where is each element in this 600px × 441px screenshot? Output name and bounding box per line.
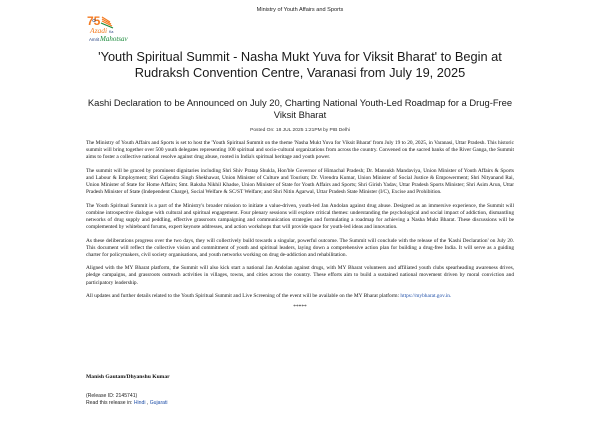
paragraph: The Ministry of Youth Affairs and Sports is set to host the 'Youth Spiritual Summit on the theme 'Nasha Mukt Yuva for Viksit Bharat' from July 19 to 20, 2025, in Varanasi, Uttar Pradesh. This historic summit will bring together over 500 youth delegates representing 100 spiritual and socio-cultural organizations from across the country. Convened on the sacred banks of the River Ganga, the Summit aims to foster a collective national resolve against drug abuse, rooted in India's spiritual heritage and youth power. (86, 140, 514, 161)
updates-text: All updates and further details related to the Youth Spiritual Summit and Live Screening of the event will be available on the MY Bharat platform: (86, 293, 400, 300)
amrit-mahotsav-logo-graphic (86, 14, 132, 48)
posted-date: Posted On: 18 JUL 2025 1:21PM by PIB Delhi (250, 128, 350, 133)
mybharat-portal-link[interactable]: https://mybharat.gov.in. (400, 293, 452, 300)
logo-word-azadi: Azadi (90, 26, 108, 35)
page-subtitle: Kashi Declaration to be Announced on July 20, Charting National Youth-Led Roadmap for a Drug-Free Viksit Bharat (87, 97, 513, 120)
paragraph-updates (86, 293, 514, 300)
paragraph: Aligned with the MY Bharat platform, the Summit will also kick start a national Jan Andolan against drugs, with MY Bharat volunteers and affiliated youth clubs spearheading awareness drives, pledge campaigns, and grassroots outreach activities in villages, towns, and cities across the country. These efforts aim to build a sustained national movement driven by moral conviction and participatory leadership. (86, 265, 514, 286)
azadi-ka-amrit-mahotsav-logo (86, 14, 132, 48)
ministry-name: Ministry of Youth Affairs and Sports (256, 7, 344, 13)
author-signoff: Manish Gautam/Dhyanshu Kumar (86, 374, 170, 380)
separator-stars: ***** (293, 303, 307, 310)
language-link-hindi[interactable]: Hindi (133, 400, 146, 406)
logo-word-mahotsav: Mahotsav (100, 35, 128, 43)
language-separator: , (145, 400, 150, 406)
read-in-label: Read this release in: (86, 400, 133, 406)
release-id: (Release ID: 2145741) (86, 393, 138, 399)
paragraph: As these deliberations progress over the two days, they will collectively build towards a singular, powerful outcome. The Summit will conclude with the release of the 'Kashi Declaration' on July 20. This document will reflect the collective vision and commitment of youth and spiritual leaders, laying down a comprehensive action plan for building a drug-free India. It will serve as a guiding charter for policymakers, civil society organisations, and youth networks working on drug de-addiction and rehabilitation. (86, 237, 514, 258)
logo-number: 75 (87, 14, 101, 28)
language-link-gujarati[interactable]: Gujarati (149, 400, 168, 406)
paragraph: The Youth Spiritual Summit is a part of the Ministry's broader mission to initiate a value-driven, youth-led Jan Andolan against drug abuse. Designed as an immersive experience, the Summit will combine introspective dialogue with cultural and spiritual engagement. Four plenary sessions will explore critical themes: understanding the psychological and social impact of addiction, dismantling networks of drug supply and peddling, effective grassroots campaigning and communication strategies and formulating a roadmap for achieving a Nasha Mukt Bharat. These discussions will be complemented by whiteboard forums, expert keynote addresses, and action workshops that will provide space for youth-led ideas and innovation. (86, 202, 514, 230)
read-in-languages (86, 400, 168, 406)
paragraph: The summit will be graced by prominent dignitaries including Shri Shiv Pratap Shukla, Hon'ble Governor of Himachal Pradesh; Dr. Mansukh Mandaviya, Union Minister of Youth Affairs & Sports and Labour & Employment; Shri Gajendra Singh Shekhawat, Union Minister of Culture and Tourism; Dr. Virendra Kumar, Union Minister of Social Justice & Empowerment; Shri Nityanand Rai, Union Minister of State for Home Affairs; Smt. Raksha Nikhil Khadse, Union Minister of State for Youth Affairs and Sports; Shri Girish Yadav, Uttar Pradesh Sports Minister; Shri Asim Arun, Uttar Pradesh Minister of State (Independent Charge), Social Welfare & SC/ST Welfare; and Shri Nitin Agarwal, Uttar Pradesh State Minister (I/C), Excise and Prohibition. (86, 167, 514, 196)
page-title: 'Youth Spiritual Summit - Nasha Mukt Yuva for Viksit Bharat' to Begin at Rudraksh Convention Centre, Varanasi from July 19, 2025 (98, 49, 502, 80)
logo-word-ka: Ka (109, 30, 114, 34)
logo-word-amrit: Amrit (89, 37, 100, 42)
article-body (86, 140, 514, 317)
